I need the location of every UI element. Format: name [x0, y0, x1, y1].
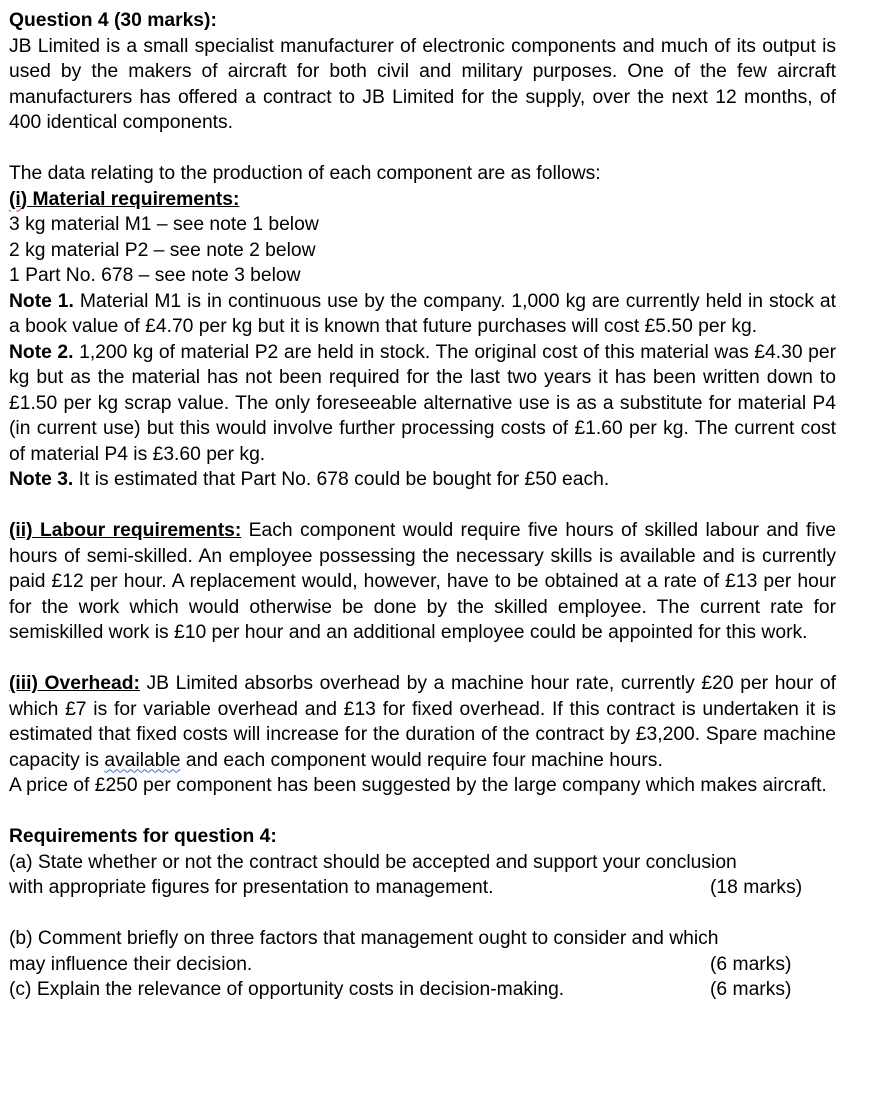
note-3-text: It is estimated that Part No. 678 could be bought for £50 each. — [73, 469, 610, 490]
requirement-a-marks: (18 marks) — [710, 877, 803, 898]
heading-flagged-char: (i — [9, 188, 21, 210]
material-item: 3 kg material M1 – see note 1 below — [9, 214, 319, 235]
material-requirements-heading — [9, 187, 836, 213]
note-3 — [9, 467, 836, 493]
labour-paragraph — [9, 518, 836, 646]
note-3-label: Note 3. — [9, 469, 74, 490]
requirement-b-line-1: (b) Comment briefly on three factors that management ought to consider and which — [9, 928, 719, 949]
note-2 — [9, 340, 836, 468]
material-item: 2 kg material P2 – see note 2 below — [9, 239, 316, 261]
note-1 — [9, 289, 836, 340]
labour-heading: (ii) Labour requirements: — [9, 520, 242, 541]
requirement-c-line — [9, 977, 836, 1003]
overhead-paragraph — [9, 671, 836, 773]
note-2-text: 1,200 kg of material P2 are held in stock. The original cost of this material was £4.30 per kg but as the material has not been required for the last two years it has been written down to £1.50 per kg scrap value. The only foreseeable alternative use is as a substitute for material P4 (in current use) but this would involve further processing costs of £1.60 per kg. The current cost of material P4 is £3.60 per kg. — [9, 341, 836, 465]
requirement-c-marks: (6 marks) — [710, 979, 792, 1000]
heading-rest: ) Material requirements: — [20, 188, 240, 210]
question-document — [9, 8, 836, 1003]
requirements-heading: Requirements for question 4: — [9, 826, 277, 847]
requirement-b-line-2 — [9, 952, 836, 978]
price-paragraph: A price of £250 per component has been suggested by the large company which makes aircraft. — [9, 775, 827, 796]
note-2-label: Note 2. — [9, 341, 74, 363]
intro-paragraph: JB Limited is a small specialist manufacturer of electronic components and much of its output is used by the makers of aircraft for both civil and military purposes. One of the few aircraft manufacturers has offered a contract to JB Limited for the supply, over the next 12 months, of 400 identical components. — [9, 35, 836, 133]
requirement-a-line-2 — [9, 875, 836, 901]
requirement-b-text: may influence their decision. — [9, 953, 253, 975]
requirement-c-text: (c) Explain the relevance of opportunity costs in decision-making. — [9, 979, 565, 1000]
note-1-label: Note 1. — [9, 290, 74, 312]
question-heading: Question 4 (30 marks): — [9, 10, 217, 31]
data-intro: The data relating to the production of each component are as follows: — [9, 163, 601, 184]
grammar-flagged-word: available — [104, 749, 181, 771]
requirement-a-line-1: (a) State whether or not the contract should be accepted and support your conclusion — [9, 851, 737, 873]
material-item: 1 Part No. 678 – see note 3 below — [9, 265, 301, 286]
labour-text: Each component would require five hours of skilled labour and five hours of semi-skilled. An employee possessing the necessary skills is available and is currently paid £12 per hour. A replacement would, however, have to be obtained at a rate of £13 per hour for the work which would otherwise be done by the skilled employee. The current rate for semiskilled work is £10 per hour and an additional employee could be appointed for this work. — [9, 520, 836, 643]
overhead-text-before: JB Limited absorbs overhead by a machine hour rate, currently £20 per hour of which £7 is for variable overhead and £13 for fixed overhead. If this contract is undertaken it is estimated that fixed costs will increase for the duration of the contract by £3,200. Spare machine capacity is — [9, 673, 836, 771]
requirement-a-text: with appropriate figures for presentation to management. — [9, 877, 494, 898]
overhead-text-after: and each component would require four machine hours. — [180, 749, 663, 771]
note-1-text: Material M1 is in continuous use by the company. 1,000 kg are currently held in stock at a book value of £4.70 per kg but it is known that future purchases will cost £5.50 per kg. — [9, 290, 836, 337]
requirement-b-marks: (6 marks) — [710, 953, 792, 975]
overhead-heading: (iii) Overhead: — [9, 673, 140, 694]
